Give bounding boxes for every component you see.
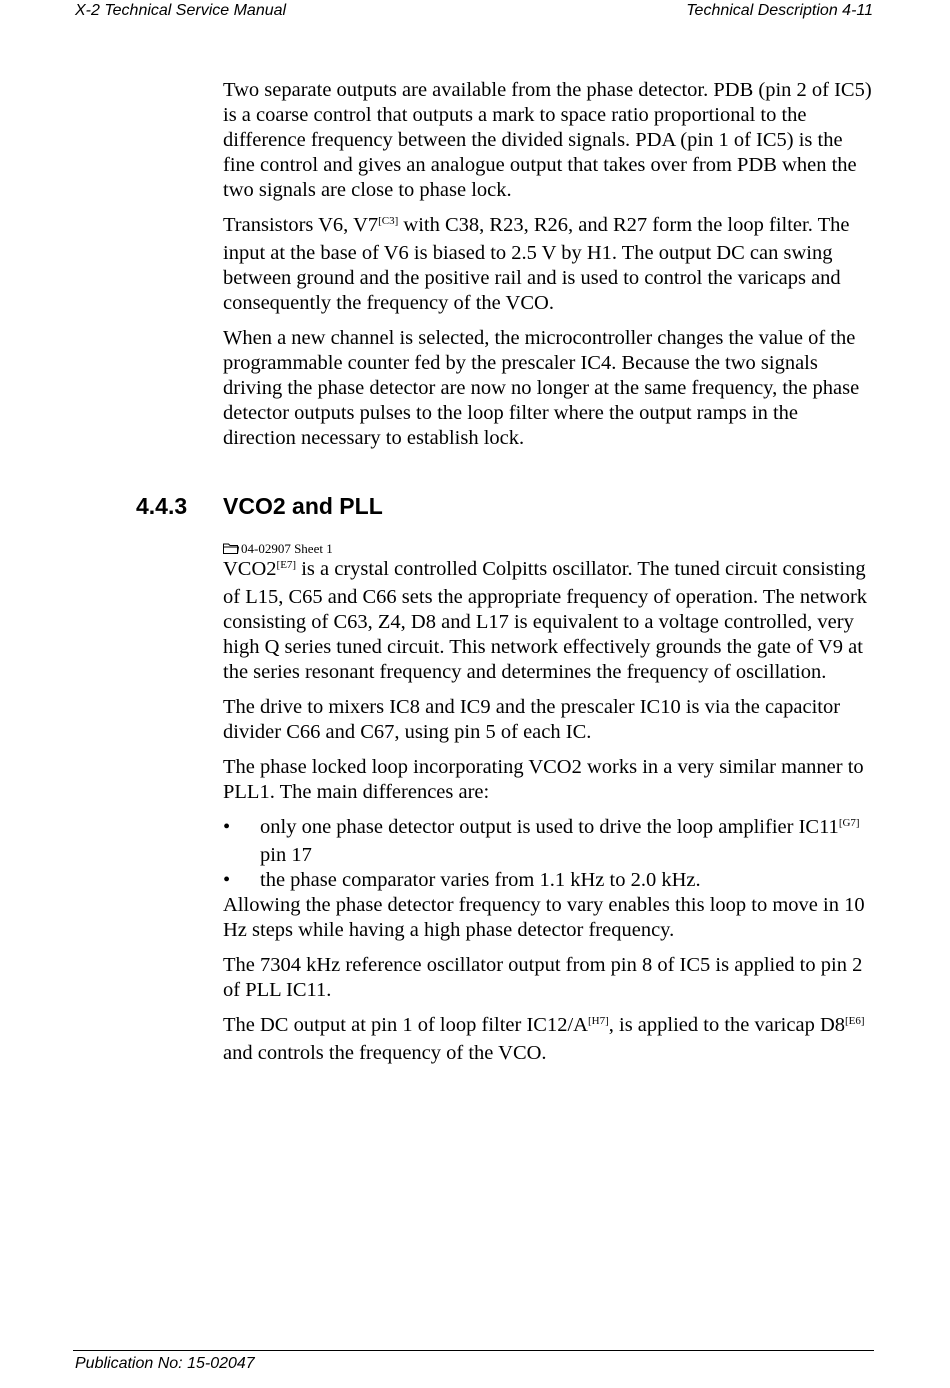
text-run: Transistors V6, V7 bbox=[223, 214, 379, 236]
text-run: VCO2 bbox=[223, 558, 277, 580]
text-run: is a crystal controlled Colpitts oscillator. The tuned circuit consisting of L15, C65 and C66 sets the appropriate frequency of operation. The network consisting of C63, Z4, D8 and L17 is equivalent to a voltage controlled, very high Q series tuned circuit. This network effectively grounds the gate of V9 at the series resonant frequency and determines the frequency of oscillation. bbox=[223, 558, 868, 683]
section-paragraph-5: The 7304 kHz reference oscillator output from pin 8 of IC5 is applied to pin 2 of PLL IC11. bbox=[223, 954, 863, 1001]
section-number: 4.4.3 bbox=[136, 493, 188, 519]
intro-paragraph-3: When a new channel is selected, the microcontroller changes the value of the programmable counter fed by the prescaler IC4. Because the two signals driving the phase detector are now no longer at the same frequency, the phase detector outputs pulses to the loop filter where the output ramps in the direction necessary to establish lock. bbox=[223, 327, 860, 449]
sheet-reference-label: 04-02907 Sheet 1 bbox=[241, 541, 333, 556]
publication-number: Publication No: 15-02047 bbox=[75, 1355, 255, 1372]
text-run: only one phase detector output is used to drive the loop amplifier IC11 bbox=[260, 816, 839, 838]
differences-list bbox=[223, 815, 873, 893]
list-item bbox=[223, 815, 873, 868]
text-run: and controls the frequency of the VCO. bbox=[223, 1042, 547, 1064]
footer-divider bbox=[73, 1350, 874, 1351]
schematic-ref[interactable]: [E6] bbox=[845, 1015, 865, 1027]
text-run: The DC output at pin 1 of loop filter IC12/A bbox=[223, 1014, 588, 1036]
section-paragraph-3: The phase locked loop incorporating VCO2 works in a very similar manner to PLL1. The main differences are: bbox=[223, 756, 864, 803]
section-paragraph-2: The drive to mixers IC8 and IC9 and the prescaler IC10 is via the capacitor divider C66 and C67, using pin 5 of each IC. bbox=[223, 696, 841, 743]
bullet: • bbox=[223, 869, 231, 891]
intro-paragraph-2 bbox=[223, 213, 873, 316]
sheet-reference[interactable] bbox=[223, 540, 873, 557]
section-paragraph-1 bbox=[223, 557, 873, 685]
section-paragraph-6 bbox=[223, 1013, 873, 1066]
intro-paragraph-1: Two separate outputs are available from the phase detector. PDB (pin 2 of IC5) is a coarse control that outputs a mark to space ratio proportional to the difference frequency between the divided signals. PDA (pin 1 of IC5) is the fine control and gives an analogue output that takes over from PDB when the two signals are close to phase lock. bbox=[223, 79, 872, 201]
schematic-ref[interactable]: [G7] bbox=[838, 817, 860, 829]
intro-text-block bbox=[223, 78, 873, 461]
section-text-block bbox=[223, 540, 873, 1076]
folder-icon bbox=[223, 543, 239, 554]
bullet: • bbox=[223, 816, 231, 838]
text-run: , is applied to the varicap D8 bbox=[608, 1014, 846, 1036]
text-run: pin 17 bbox=[260, 844, 312, 866]
text-run: the phase comparator varies from 1.1 kHz to 2.0 kHz. bbox=[260, 869, 701, 891]
schematic-ref[interactable]: [E7] bbox=[276, 559, 297, 571]
running-header-right: Technical Description 4-11 bbox=[686, 2, 873, 19]
section-title: VCO2 and PLL bbox=[223, 493, 383, 519]
running-header-left: X-2 Technical Service Manual bbox=[75, 2, 287, 19]
schematic-ref[interactable]: [C3] bbox=[378, 215, 399, 227]
section-paragraph-4: Allowing the phase detector frequency to vary enables this loop to move in 10 Hz steps while having a high phase detector frequency. bbox=[223, 894, 865, 941]
schematic-ref[interactable]: [H7] bbox=[587, 1015, 609, 1027]
list-item bbox=[223, 868, 873, 893]
text-run: with C38, R23, R26, and R27 form the loop filter. The input at the base of V6 is biased to 2.5 V by H1. The output DC can swing between ground and the positive rail and is used to control the varicaps and consequently the frequency of the VCO. bbox=[223, 214, 850, 314]
